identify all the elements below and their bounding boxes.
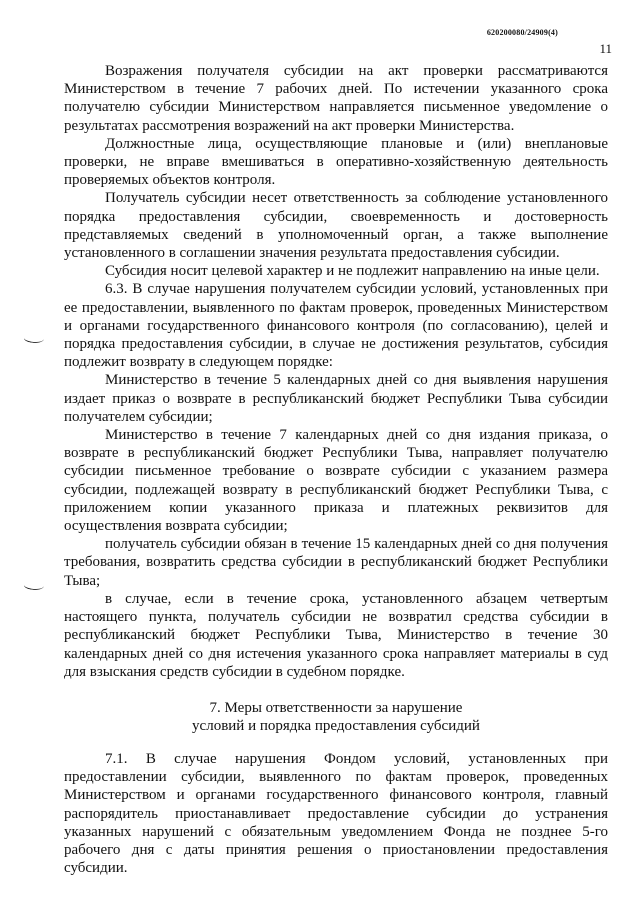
- margin-tick-mark: [23, 580, 44, 592]
- document-body: [64, 62, 608, 877]
- paragraph-order-5-days: Министерство в течение 5 календарных дней со дня выявления нарушения издает приказ о возврате в республиканский бюджет Республики Тыва субсидии получателем субсидии;: [64, 372, 608, 425]
- section-7-heading: [64, 699, 608, 736]
- paragraph-court-30-days: в случае, если в течение срока, установленного абзацем четвертым настоящего пункта, получатель субсидии не возвратил средства субсидии в республиканский бюджет Республики Тыва, Министерство в течение 30 календарных дней со дня истечения указанного срока направляет материалы в суд для взыскания средств субсидии в судебном порядке.: [64, 590, 608, 680]
- paragraph-officials: Должностные лица, осуществляющие плановые и (или) внеплановые проверки, не вправе вмешиваться в оперативно-хозяйственную деятельность проверяемых объектов контроля.: [64, 135, 608, 189]
- paragraph-return-15-days: получатель субсидии обязан в течение 15 календарных дней со дня получения требования, возвратить средства субсидии в республиканский бюджет Республики Тыва;: [64, 536, 608, 589]
- paragraph-6-3: 6.3. В случае нарушения получателем субсидии условий, установленных при ее предоставлении, выявленного по фактам проверок, проведенных Министерством и органами государственного финансового контроля (по согласованию), целей и порядка предоставления субсидии, в случае не достижения результатов, субсидия подлежит возврату в следующем порядке:: [64, 281, 608, 371]
- page-number: 11: [599, 41, 612, 56]
- document-number: 620200080/24909(4): [486, 28, 558, 37]
- paragraph-objections: Возражения получателя субсидии на акт проверки рассматриваются Министерством в течение 7 рабочих дней. По истечении указанного срока получателю субсидии Министерством направляется письменное уведомление о результатах рассмотрения возражений на акт проверки Министерства.: [64, 63, 608, 134]
- paragraph-targeted-use: Субсидия носит целевой характер и не подлежит направлению на иные цели.: [105, 263, 600, 280]
- paragraph-7-1: 7.1. В случае нарушения Фондом условий, установленных при предоставлении субсидии, выявленного по фактам проверок, проведенных Министерством и органами государственного финансового контроля, главный распорядитель приостанавливает предоставление субсидии до устранения указанных нарушений с обязательным уведомлением Фонда не позднее 5-го рабочего дня с даты принятия решения о приостановлении предоставления субсидии.: [64, 750, 608, 877]
- paragraph-responsibility: Получатель субсидии несет ответственность за соблюдение установленного порядка предоставления субсидии, своевременность и достоверность представляемых сведений в уполномоченный орган, а также выполнение установленного в соглашении значения результата предоставления субсидии.: [64, 190, 608, 262]
- section-7-heading-line-1: 7. Меры ответственности за нарушение: [209, 699, 463, 716]
- margin-tick-mark: [23, 333, 44, 345]
- section-7-heading-line-2: условий и порядка предоставления субсидий: [192, 718, 480, 735]
- paragraph-requirement-7-days: Министерство в течение 7 календарных дней со дня издания приказа, о возврате в республиканский бюджет Республики Тыва, направляет получателю субсидии письменное требование о возврате субсидии с указанием размера субсидии, подлежащей возврату в республиканский бюджет Республики Тыва, с приложением копии указанного приказа и платежных реквизитов для осуществления возврата субсидии;: [64, 427, 608, 535]
